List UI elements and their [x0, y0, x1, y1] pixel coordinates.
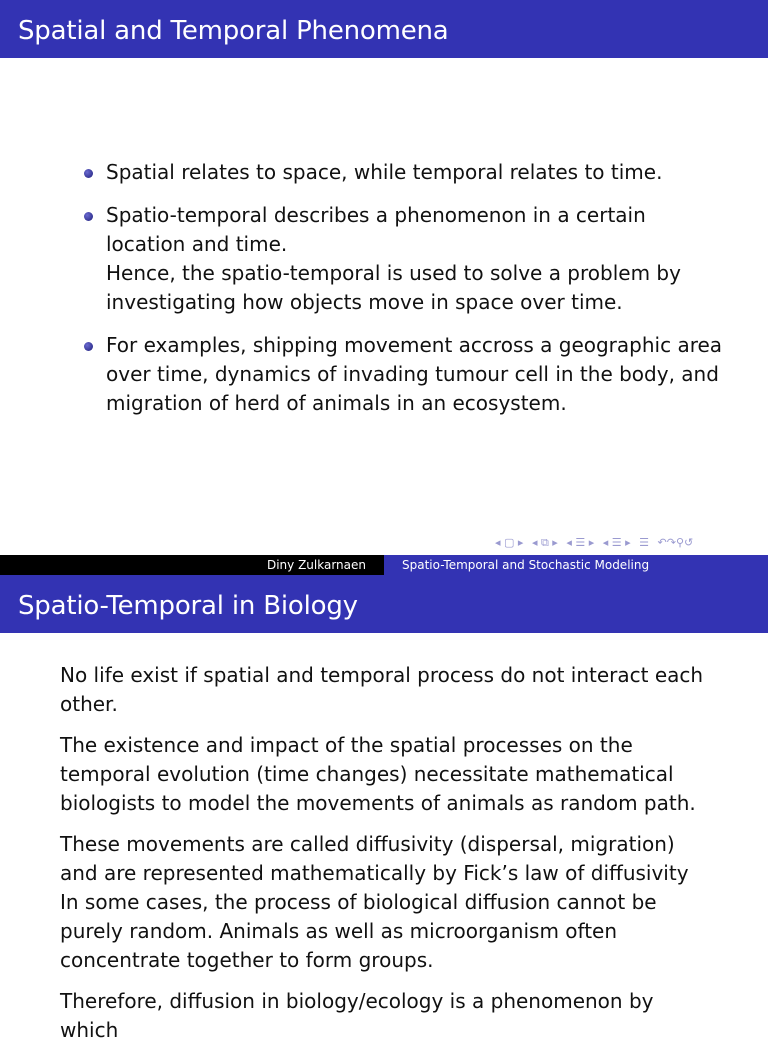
paragraph: These movements are called diffusivity (dispersal, migration) and are represented mathematically by Fick’s law of diffusivity In some cases, the process of biological diffusion cannot be purely random. Animals as well as microorganism often concentrate together to form groups.	[60, 832, 689, 972]
bullet-item	[84, 201, 724, 317]
slide-title: Spatio-Temporal in Biology	[18, 591, 358, 621]
frame-nav-icon[interactable]: ◂ ▢ ▸	[495, 536, 524, 549]
paragraph: Therefore, diffusion in biology/ecology is a phenomenon by which	[60, 989, 654, 1042]
footer-talk-title: Spatio-Temporal and Stochastic Modeling	[402, 558, 650, 572]
bullet-item	[84, 331, 724, 418]
bullet-item	[84, 158, 724, 187]
bullet-text: For examples, shipping movement accross a geographic area over time, dynamics of invading tumour cell in the body, and migration of herd of animals in an ecosystem.	[106, 333, 723, 415]
paragraph: The existence and impact of the spatial processes on the temporal evolution (time changes) necessitate mathematical biologists to model the movements of animals as random path.	[60, 733, 696, 815]
bullet-list	[84, 158, 724, 432]
slide-body	[60, 661, 710, 1057]
footer-author: Diny Zulkarnaen	[266, 558, 366, 572]
bullet-text: Spatio-temporal describes a phenomenon in a certain location and time.	[106, 203, 646, 256]
bullet-text: Spatial relates to space, while temporal relates to time.	[106, 160, 663, 184]
document-nav-icon[interactable]: ◂ ☰ ▸	[602, 536, 631, 549]
bullet-icon	[84, 169, 93, 178]
footer-title-box	[384, 555, 768, 575]
bullet-icon	[84, 342, 93, 351]
subsection-nav-icon[interactable]: ◂ ⧉ ▸	[531, 536, 558, 549]
slide-footer	[0, 555, 768, 575]
appendix-nav-icon[interactable]: ☰	[639, 536, 650, 549]
slide-title: Spatial and Temporal Phenomena	[18, 16, 449, 46]
bullet-icon	[84, 212, 93, 221]
section-nav-icon[interactable]: ◂ ☰ ▸	[566, 536, 595, 549]
beamer-navigation-bar	[495, 536, 765, 550]
slide-title-bar	[0, 0, 768, 58]
bullet-text: Hence, the spatio-temporal is used to solve a problem by investigating how objects move in space over time.	[106, 261, 681, 314]
search-back-icon[interactable]: ↶↷⚲↺	[657, 536, 694, 549]
footer-author-box	[0, 555, 384, 575]
slide-spatio-temporal-biology	[0, 575, 768, 1042]
slide-title-bar	[0, 575, 768, 633]
paragraph: No life exist if spatial and temporal process do not interact each other.	[60, 663, 704, 716]
